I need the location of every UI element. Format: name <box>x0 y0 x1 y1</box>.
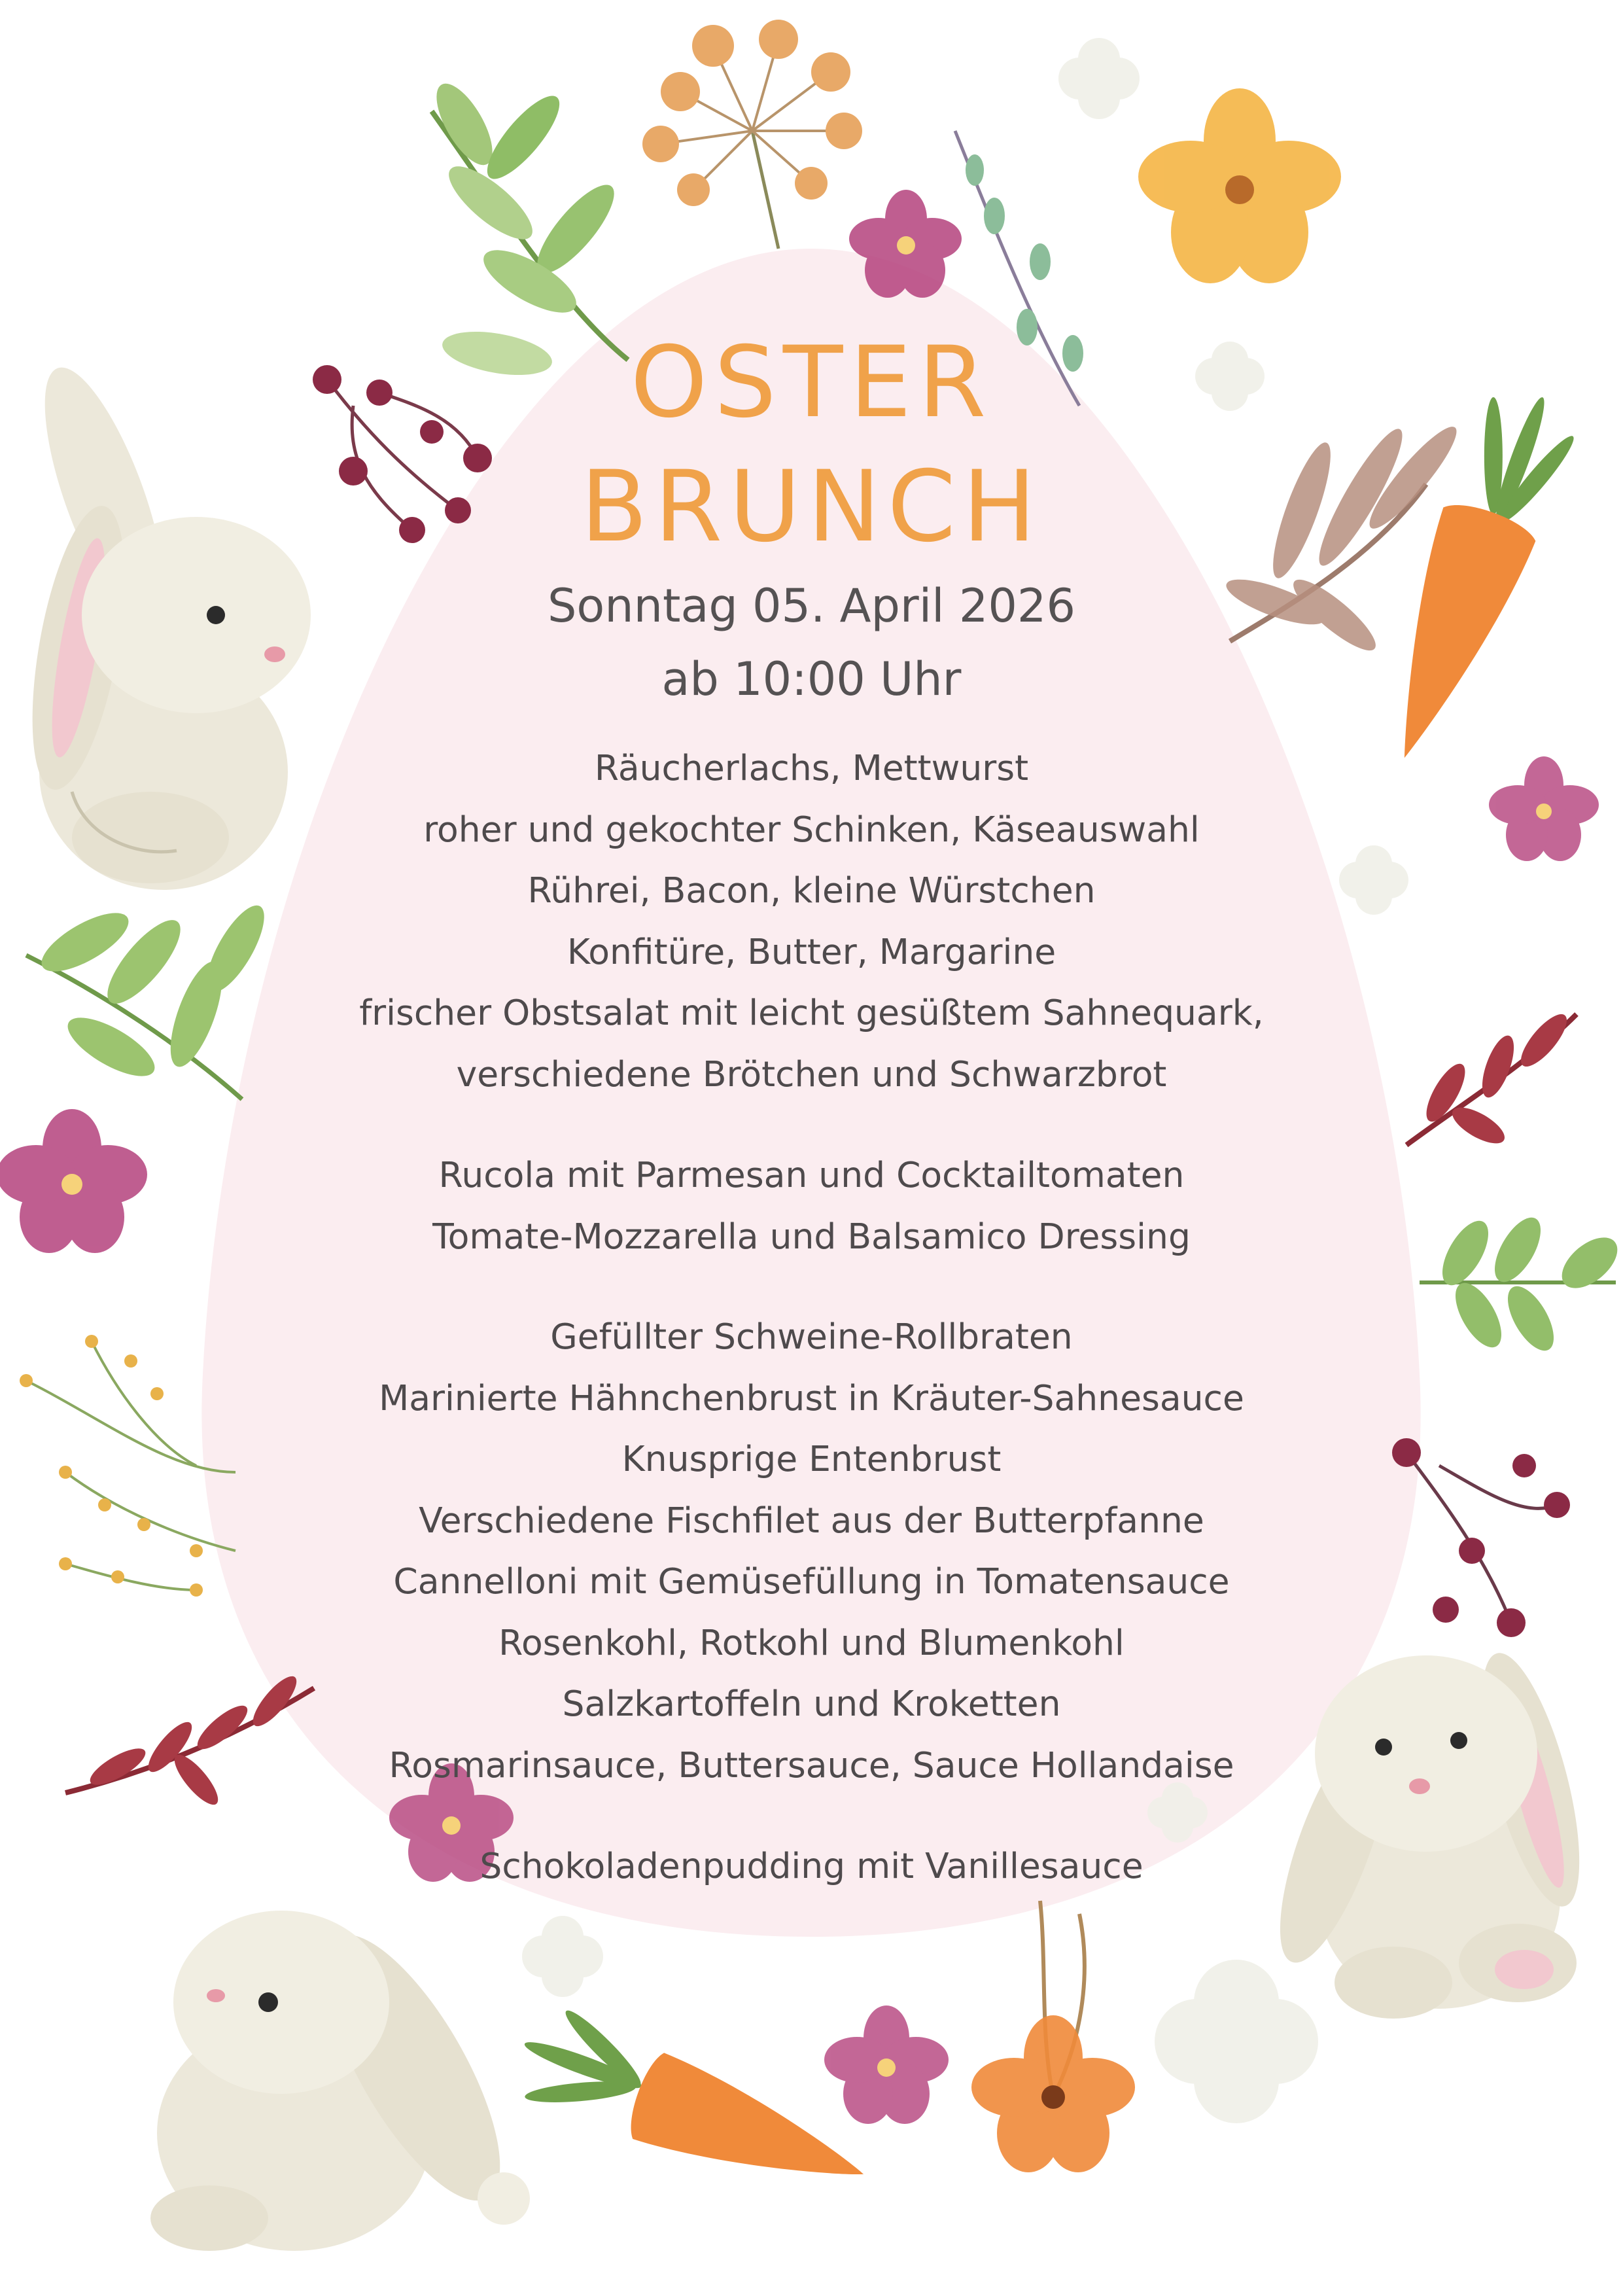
menu-item: roher und gekochter Schinken, Käseauswahl <box>423 808 1200 850</box>
title-block <box>0 321 1623 569</box>
menu-section-dessert <box>0 1835 1623 1897</box>
event-date: Sonntag 05. April 2026 <box>548 579 1075 633</box>
menu-item: Cannelloni mit Gemüsefüllung in Tomatensauce <box>393 1561 1230 1602</box>
menu-item: Rührei, Bacon, kleine Würstchen <box>527 870 1096 911</box>
menu-item: Gefüllter Schweine-Rollbraten <box>550 1316 1073 1357</box>
menu-item: verschiedene Brötchen und Schwarzbrot <box>456 1053 1167 1095</box>
menu-item: Knusprige Entenbrust <box>621 1438 1002 1479</box>
menu-item: Räucherlachs, Mettwurst <box>594 747 1029 788</box>
menu-item: Rucola mit Parmesan und Cocktailtomaten <box>438 1154 1185 1195</box>
flower-icon <box>824 2005 949 2124</box>
carrot-icon <box>505 1994 884 2223</box>
menu-item: Verschiedene Fischfilet aus der Butterpfanne <box>419 1499 1204 1541</box>
menu-item: frischer Obstsalat mit leicht gesüßtem Sahnequark, <box>359 992 1264 1033</box>
menu-section-breakfast <box>0 737 1623 1104</box>
menu-item: Tomate-Mozzarella und Balsamico Dressing <box>432 1215 1191 1257</box>
bunny-icon <box>150 1911 532 2251</box>
flower-icon <box>1138 88 1341 283</box>
event-datetime <box>0 569 1623 716</box>
menu-section-mains <box>0 1306 1623 1795</box>
menu-item: Schokoladenpudding mit Vanillesauce <box>480 1845 1143 1886</box>
title-line-1: OSTER <box>630 326 993 440</box>
title-line-2: BRUNCH <box>580 450 1043 564</box>
menu-item: Rosmarinsauce, Buttersauce, Sauce Hollandaise <box>389 1744 1234 1786</box>
menu-item: Konfitüre, Butter, Margarine <box>567 930 1056 972</box>
menu-item: Salzkartoffeln und Kroketten <box>562 1683 1061 1724</box>
menu-item: Rosenkohl, Rotkohl und Blumenkohl <box>498 1621 1125 1663</box>
event-time: ab 10:00 Uhr <box>661 652 962 706</box>
menu-item: Marinierte Hähnchenbrust in Kräuter-Sahnesauce <box>379 1377 1244 1419</box>
dandelion-icon <box>642 20 862 249</box>
menu-section-salads <box>0 1144 1623 1267</box>
flower-icon <box>971 1901 1135 2172</box>
